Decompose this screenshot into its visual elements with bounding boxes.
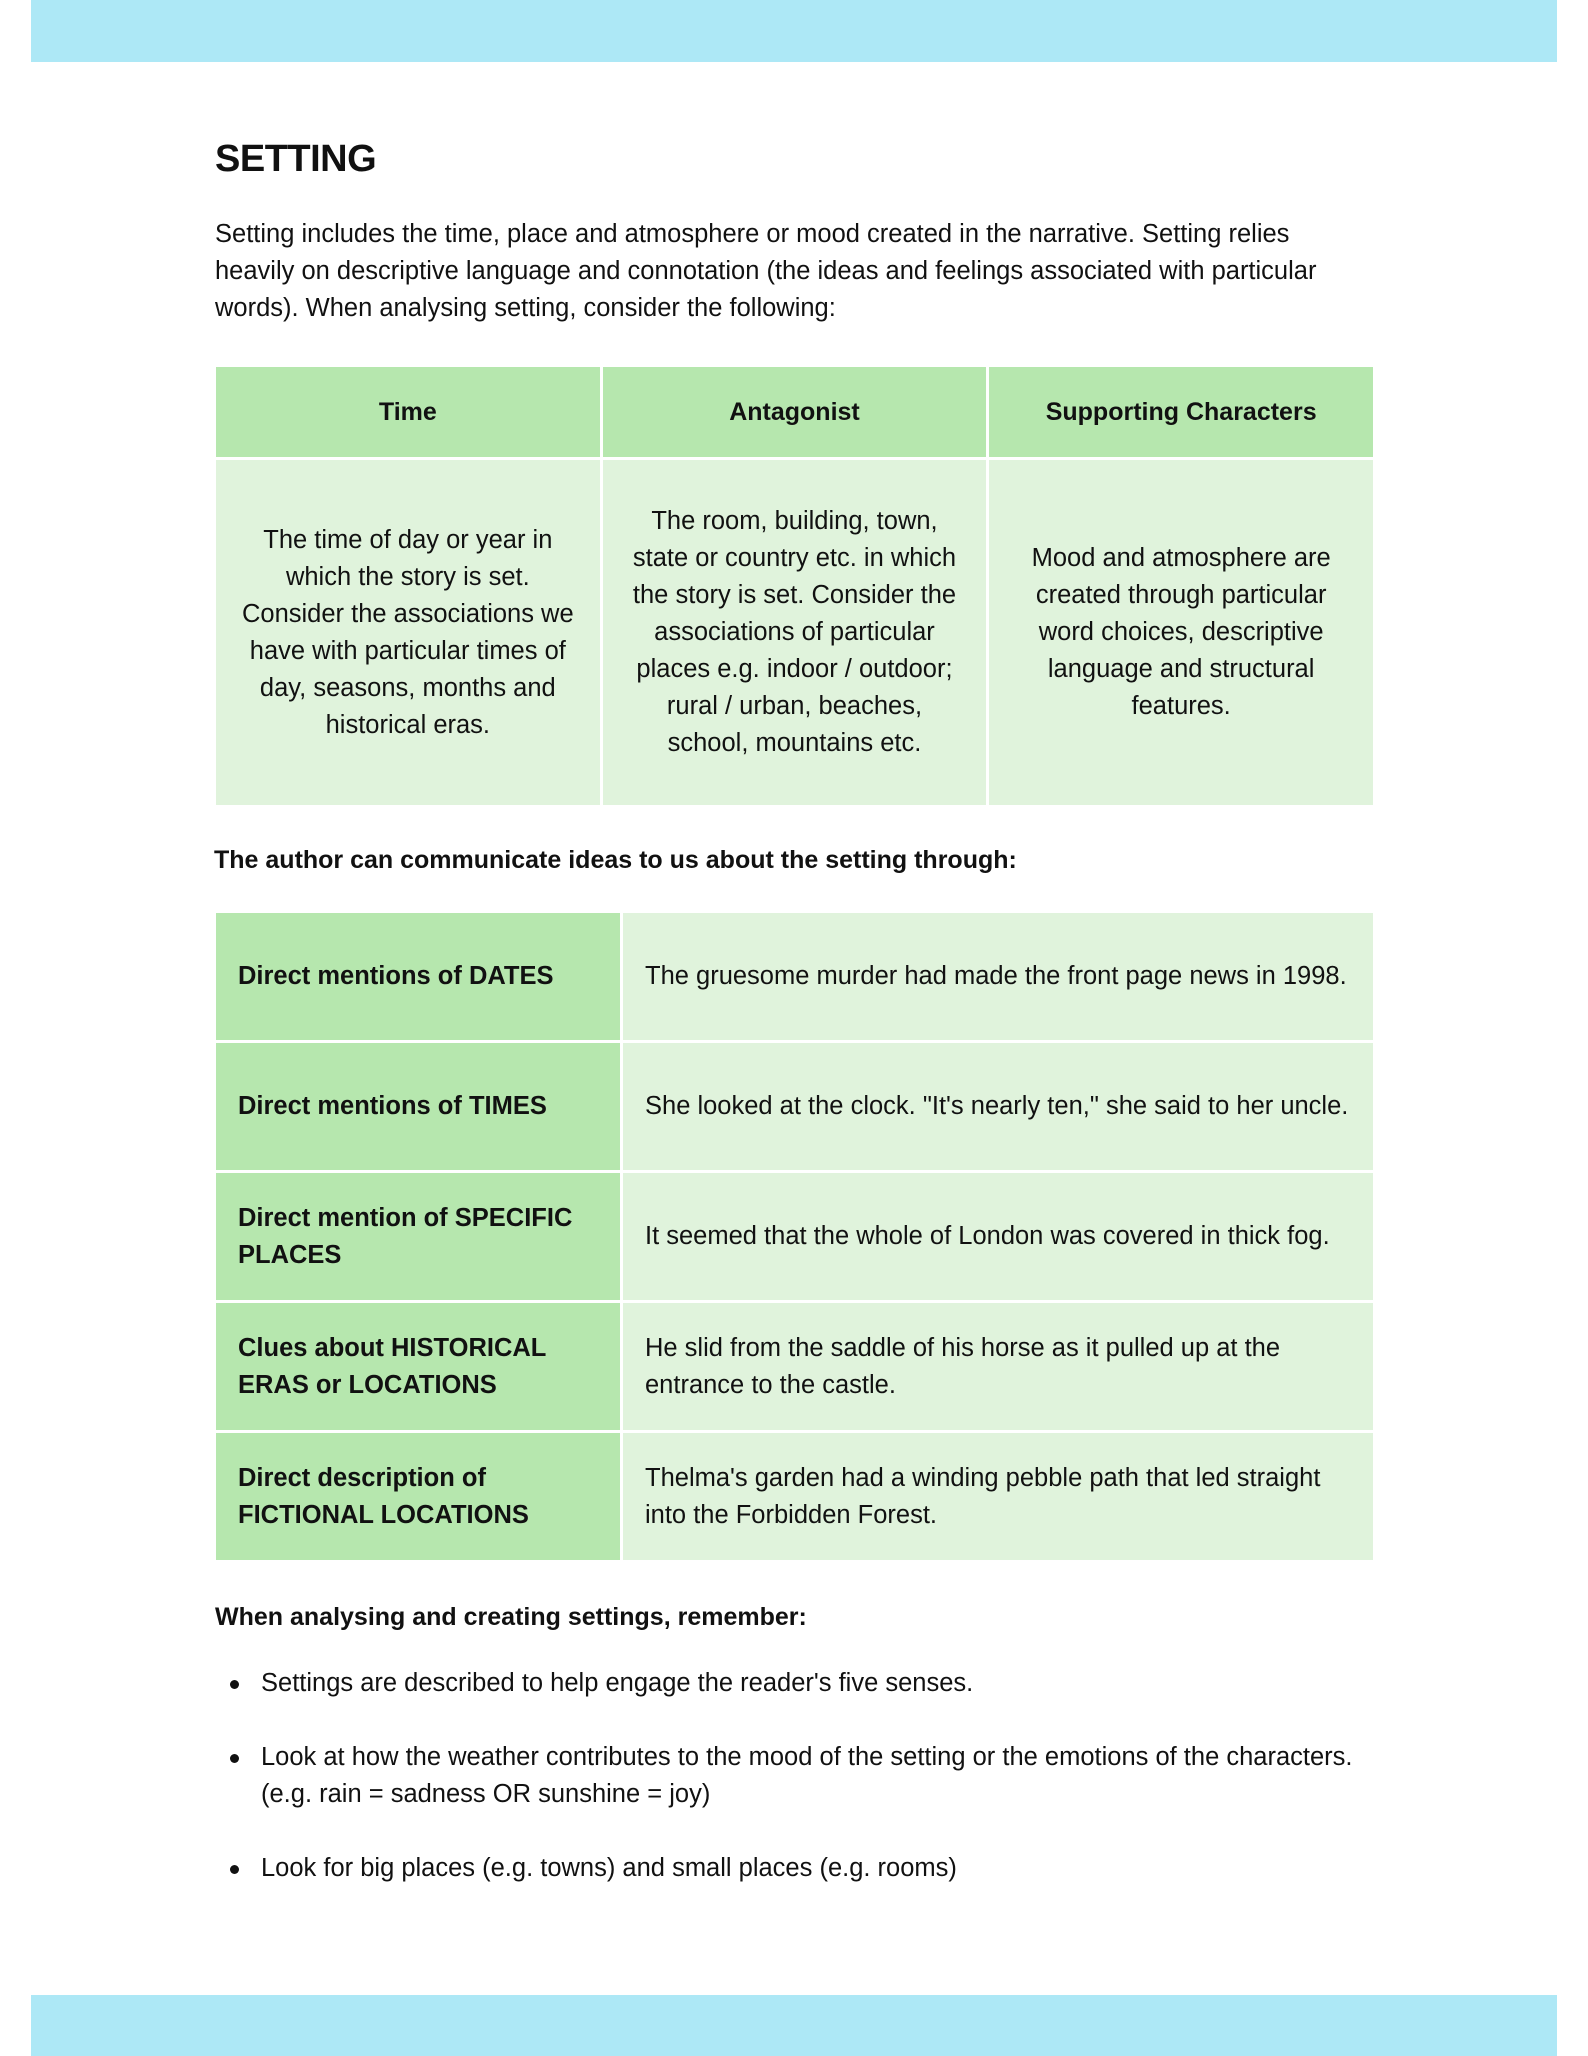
table-row	[216, 1173, 1373, 1300]
bottom-banner	[31, 1995, 1557, 2056]
column-header: Time	[216, 367, 600, 457]
technique-example: It seemed that the whole of London was covered in thick fog.	[623, 1173, 1373, 1300]
table-row	[216, 460, 1373, 805]
intro-paragraph: Setting includes the time, place and atmosphere or mood created in the narrative. Setting relies heavily on descriptive language and connotation (the ideas and feelings associated with particular words). When analysing setting, consider the following:	[215, 220, 1317, 322]
table-cell: Mood and atmosphere are created through particular word choices, descriptive language and structural features.	[989, 460, 1373, 805]
list-item: Settings are described to help engage the reader's five senses.	[261, 1665, 1371, 1702]
table-row	[216, 1433, 1373, 1560]
list-item: Look for big places (e.g. towns) and small places (e.g. rooms)	[261, 1850, 1371, 1887]
table-row	[216, 1303, 1373, 1430]
technique-example: He slid from the saddle of his horse as it pulled up at the entrance to the castle.	[623, 1303, 1373, 1430]
top-banner	[31, 0, 1557, 62]
techniques-table	[213, 910, 1376, 1563]
technique-label: Direct mentions of TIMES	[216, 1043, 620, 1170]
column-header: Supporting Characters	[989, 367, 1373, 457]
page-title: SETTING	[215, 138, 377, 180]
technique-label: Direct mention of SPECIFIC PLACES	[216, 1173, 620, 1300]
section-subheading: The author can communicate ideas to us about the setting through:	[214, 846, 1017, 874]
table-cell: The room, building, town, state or country etc. in which the story is set. Consider the associations of particular places e.g. indoor / outdoor; rural / urban, beaches, school, mountains etc.	[603, 460, 987, 805]
technique-example: Thelma's garden had a winding pebble path that led straight into the Forbidden Forest.	[623, 1433, 1373, 1560]
table-header-row	[216, 367, 1373, 457]
table-row	[216, 913, 1373, 1040]
column-header: Antagonist	[603, 367, 987, 457]
technique-example: She looked at the clock. "It's nearly ten," she said to her uncle.	[623, 1043, 1373, 1170]
list-item: Look at how the weather contributes to the mood of the setting or the emotions of the characters. (e.g. rain = sadness OR sunshine = joy)	[261, 1739, 1371, 1813]
table-cell: The time of day or year in which the story is set. Consider the associations we have with particular times of day, seasons, months and historical eras.	[216, 460, 600, 805]
setting-elements-table	[213, 364, 1376, 808]
technique-label: Direct description of FICTIONAL LOCATIONS	[216, 1433, 620, 1560]
remember-heading: When analysing and creating settings, remember:	[215, 1603, 807, 1631]
remember-list	[261, 1665, 1371, 1924]
technique-label: Direct mentions of DATES	[216, 913, 620, 1040]
technique-example: The gruesome murder had made the front page news in 1998.	[623, 913, 1373, 1040]
table-row	[216, 1043, 1373, 1170]
technique-label: Clues about HISTORICAL ERAS or LOCATIONS	[216, 1303, 620, 1430]
